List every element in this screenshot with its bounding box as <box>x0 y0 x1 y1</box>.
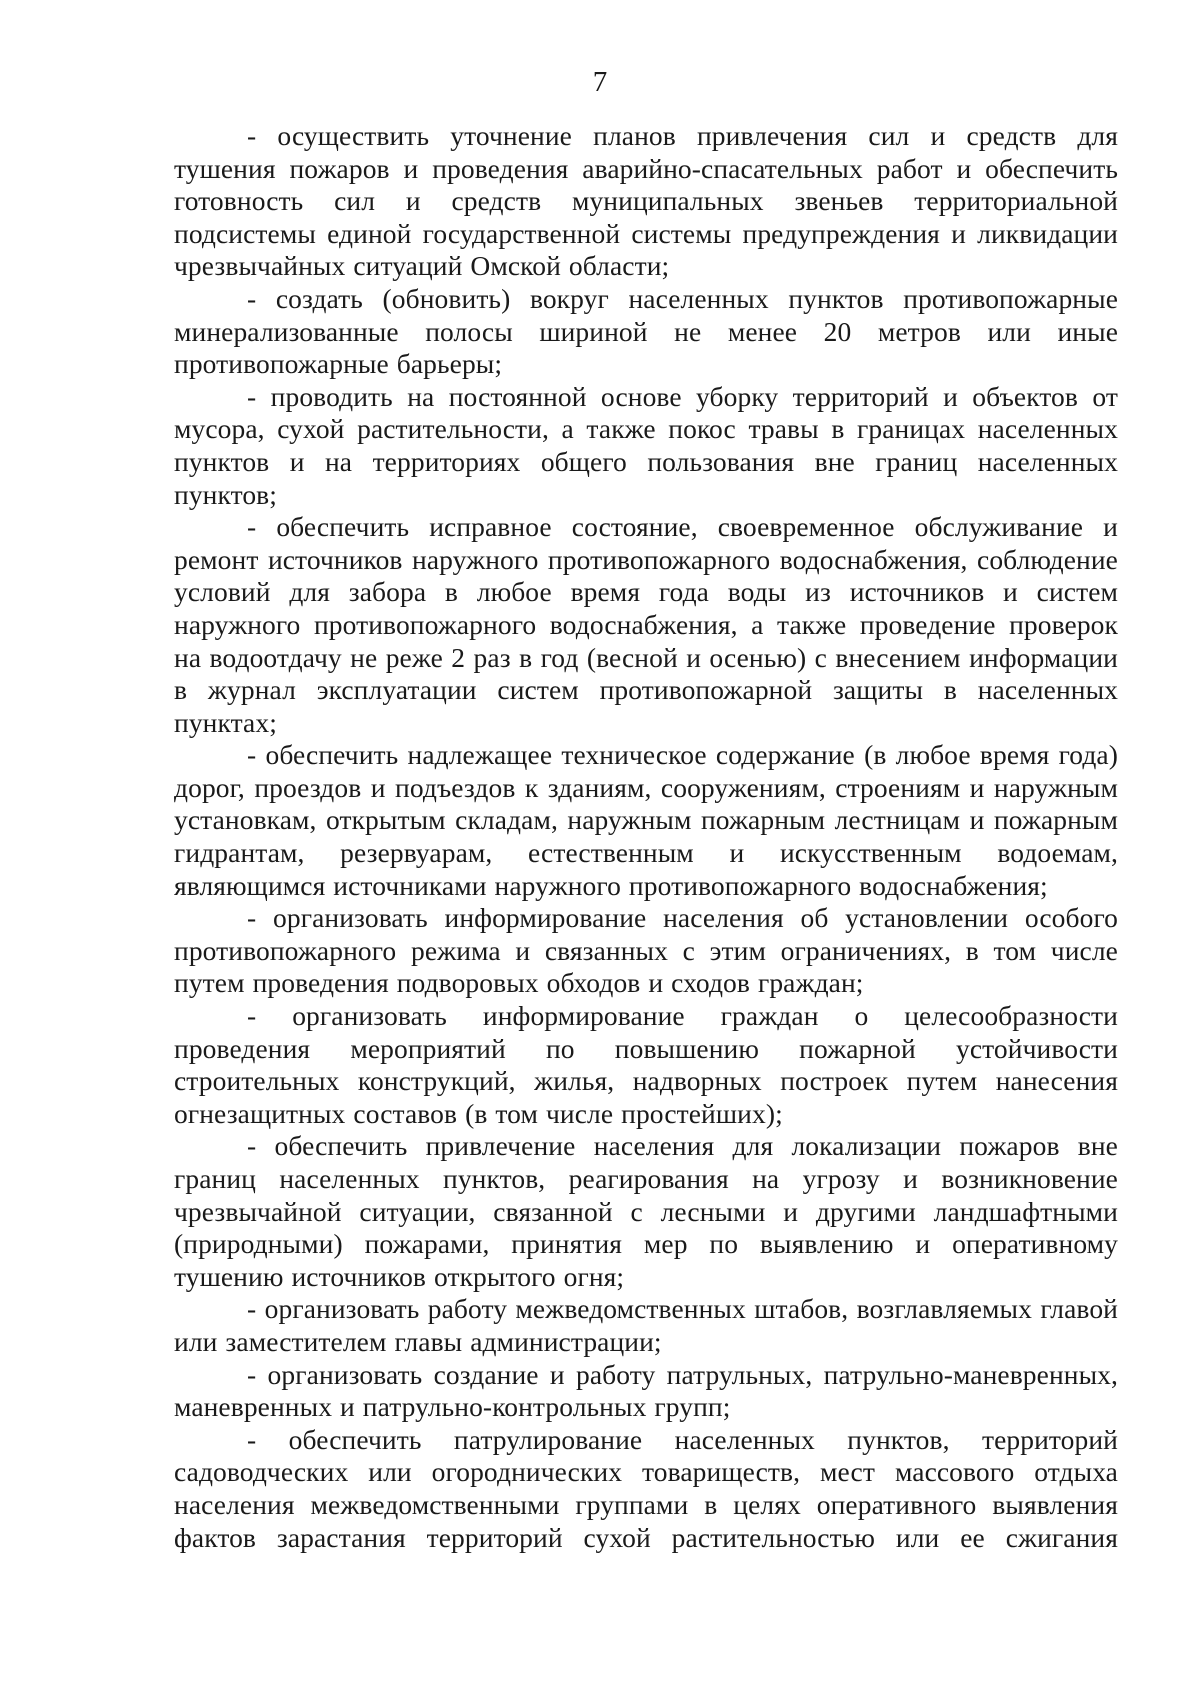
document-body <box>174 120 1118 1554</box>
paragraph: - обеспечить привлечение населения для локализации пожаров вне границ населенных пунктов, реагирования на угрозу и возникновение чрезвычайной ситуации, связанной с лесными и другими ландшафтными (природными) пожарами, принятия мер по выявлению и оперативному тушению источников открытого огня; <box>174 1130 1118 1292</box>
paragraph: - обеспечить надлежащее техническое содержание (в любое время года) дорог, проездов и подъездов к зданиям, сооружениям, строениям и наружным установкам, открытым складам, наружным пожарным лестницам и пожарным гидрантам, резервуарам, естественным и искусственным водоемам, являющимся источниками наружного противопожарного водоснабжения; <box>174 739 1118 901</box>
paragraph: - организовать создание и работу патрульных, патрульно-маневренных, маневренных и патрульно-контрольных групп; <box>174 1358 1118 1423</box>
paragraph: - обеспечить исправное состояние, своевременное обслуживание и ремонт источников наружного противопожарного водоснабжения, соблюдение условий для забора в любое время года воды из источников и систем наружного противопожарного водоснабжения, а также проведение проверок на водоотдачу не реже 2 раз в год (весной и осенью) с внесением информации в журнал эксплуатации систем противопожарной защиты в населенных пунктах; <box>174 511 1118 738</box>
paragraph: - осуществить уточнение планов привлечения сил и средств для тушения пожаров и проведения аварийно-спасательных работ и обеспечить готовность сил и средств муниципальных звеньев территориальной подсистемы единой государственной системы предупреждения и ликвидации чрезвычайных ситуаций Омской области; <box>174 120 1118 282</box>
paragraph: - создать (обновить) вокруг населенных пунктов противопожарные минерализованные полосы шириной не менее 20 метров или иные противопожарные барьеры; <box>174 282 1118 380</box>
paragraph: - организовать информирование населения об установлении особого противопожарного режима и связанных с этим ограничениях, в том числе путем проведения подворовых обходов и сходов граждан; <box>174 902 1118 999</box>
paragraph: - организовать работу межведомственных штабов, возглавляемых главой или заместителем главы администрации; <box>174 1293 1118 1357</box>
page-number: 7 <box>592 66 608 98</box>
paragraph: - проводить на постоянной основе уборку территорий и объектов от мусора, сухой растительности, а также покос травы в границах населенных пунктов и на территориях общего пользования вне границ населенных пунктов; <box>174 380 1118 510</box>
paragraph: - обеспечить патрулирование населенных пунктов, территорий садоводческих или огороднических товариществ, мест массового отдыха населения межведомственными группами в целях оперативного выявления фактов зарастания территорий сухой растительностью или ее сжигания <box>174 1423 1118 1553</box>
paragraph: - организовать информирование граждан о целесообразности проведения мероприятий по повышению пожарной устойчивости строительных конструкций, жилья, надворных построек путем нанесения огнезащитных составов (в том числе простейших); <box>174 1000 1118 1129</box>
